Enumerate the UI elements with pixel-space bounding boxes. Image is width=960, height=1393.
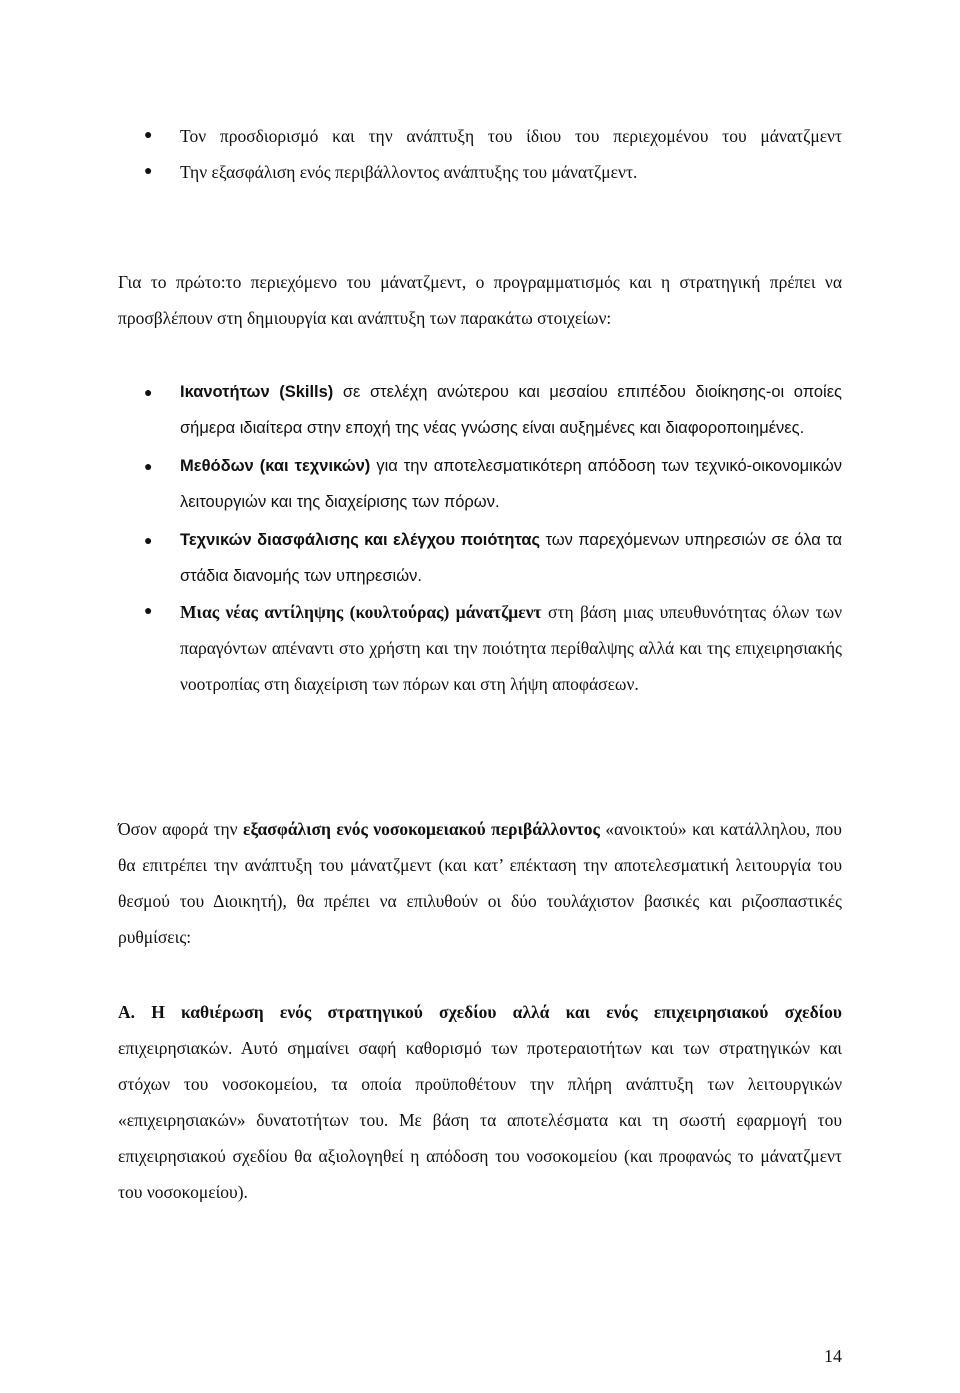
bullet-icon: ● [144,604,153,619]
element-text: σε στελέχη ανώτερου και μεσαίου επιπέδου διοίκησης-οι οποίες σήμερα ιδιαίτερα στην εποχή της νέας γνώσης είναι αυξημένες και διαφοροποιημένες. [180,383,843,437]
element-title: Τεχνικών διασφάλισης και ελέγχου ποιότητας [180,531,541,549]
list-item [118,522,842,594]
list-item [118,118,842,154]
bullet-icon: ● [144,384,153,400]
intro-bullet-list [118,118,842,190]
paragraph-third-post: επιχειρησιακών. Αυτό σημαίνει σαφή καθορισμό των προτεραιοτήτων και των στρατηγικών και στόχων του νοσοκομείου, τα οποία προϋποθέτουν την πλήρη ανάπτυξη των λειτουργικών «επιχειρησιακών» δυνατοτήτων του. Με βάση τα αποτελέσματα και τη σωστή εφαρμογή του επιχειρησιακού σχεδίου θα αξιολογηθεί η απόδοση του νοσοκομείου (και προφανώς το μάνατζμεντ του νοσοκομείου). [118,1038,842,1202]
page-number: 14 [824,1346,842,1366]
paragraph-third [118,994,842,1210]
list-item [118,374,842,446]
element-title: Μιας νέας αντίληψης (κουλτούρας) μάνατζμεντ [180,602,542,622]
bullet-text: Την εξασφάλιση ενός περιβάλλοντος ανάπτυξης του μάνατζμεντ. [180,162,638,182]
element-text: των παρεχόμενων υπηρεσιών σε όλα τα στάδια διανομής των υπηρεσιών. [180,531,842,585]
paragraph-first: Για το πρώτο:το περιεχόμενο του μάνατζμεντ, ο προγραμματισμός και η στρατηγική πρέπει να προσβλέπουν στη δημιουργία και ανάπτυξη των παρακάτω στοιχείων: [118,272,842,328]
bullet-text: Τον προσδιορισμό και την ανάπτυξη του ίδιου του περιεχομένου του μάνατζμεντ [180,126,842,146]
paragraph-third-bold: Α. Η καθιέρωση ενός στρατηγικού σχεδίου αλλά και ενός επιχειρησιακού σχεδίου [118,1002,842,1022]
element-title: Μεθόδων (και τεχνικών) [180,457,371,475]
element-text: για την αποτελεσματικότερη απόδοση των τεχνικό-οικονομικών λειτουργιών και της διαχείρισης των πόρων. [180,457,842,511]
paragraph-second-bold: εξασφάλιση ενός νοσοκομειακού περιβάλλοντος [243,819,600,839]
bullet-icon: ● [144,164,153,179]
paragraph-second-post: «ανοικτού» και κατάλληλου, που θα επιτρέπει την ανάπτυξη του μάνατζμεντ (και κατ’ επέκταση την αποτελεσματική λειτουργία του θεσμού του Διοικητή), θα πρέπει να επιλυθούν οι δύο τουλάχιστον βασικές και ριζοσπαστικές ρυθμίσεις: [118,819,842,947]
element-title: Ικανοτήτων (Skills) [180,383,334,401]
bullet-icon: ● [144,532,153,548]
list-item [118,448,842,520]
element-text: στη βάση μιας υπευθυνότητας όλων των παραγόντων απέναντι στο χρήστη και την ποιότητα περίθαλψης αλλά και της επιχειρησιακής νοοτροπίας στη διαχείριση των πόρων και στη λήψη αποφάσεων. [180,602,842,694]
paragraph-second-pre: Όσον αφορά την [118,819,244,839]
elements-bullet-list [118,374,842,702]
paragraph-second [118,811,842,955]
bullet-icon: ● [144,128,153,143]
list-item [118,594,842,702]
list-item [118,154,842,190]
bullet-icon: ● [144,458,153,474]
